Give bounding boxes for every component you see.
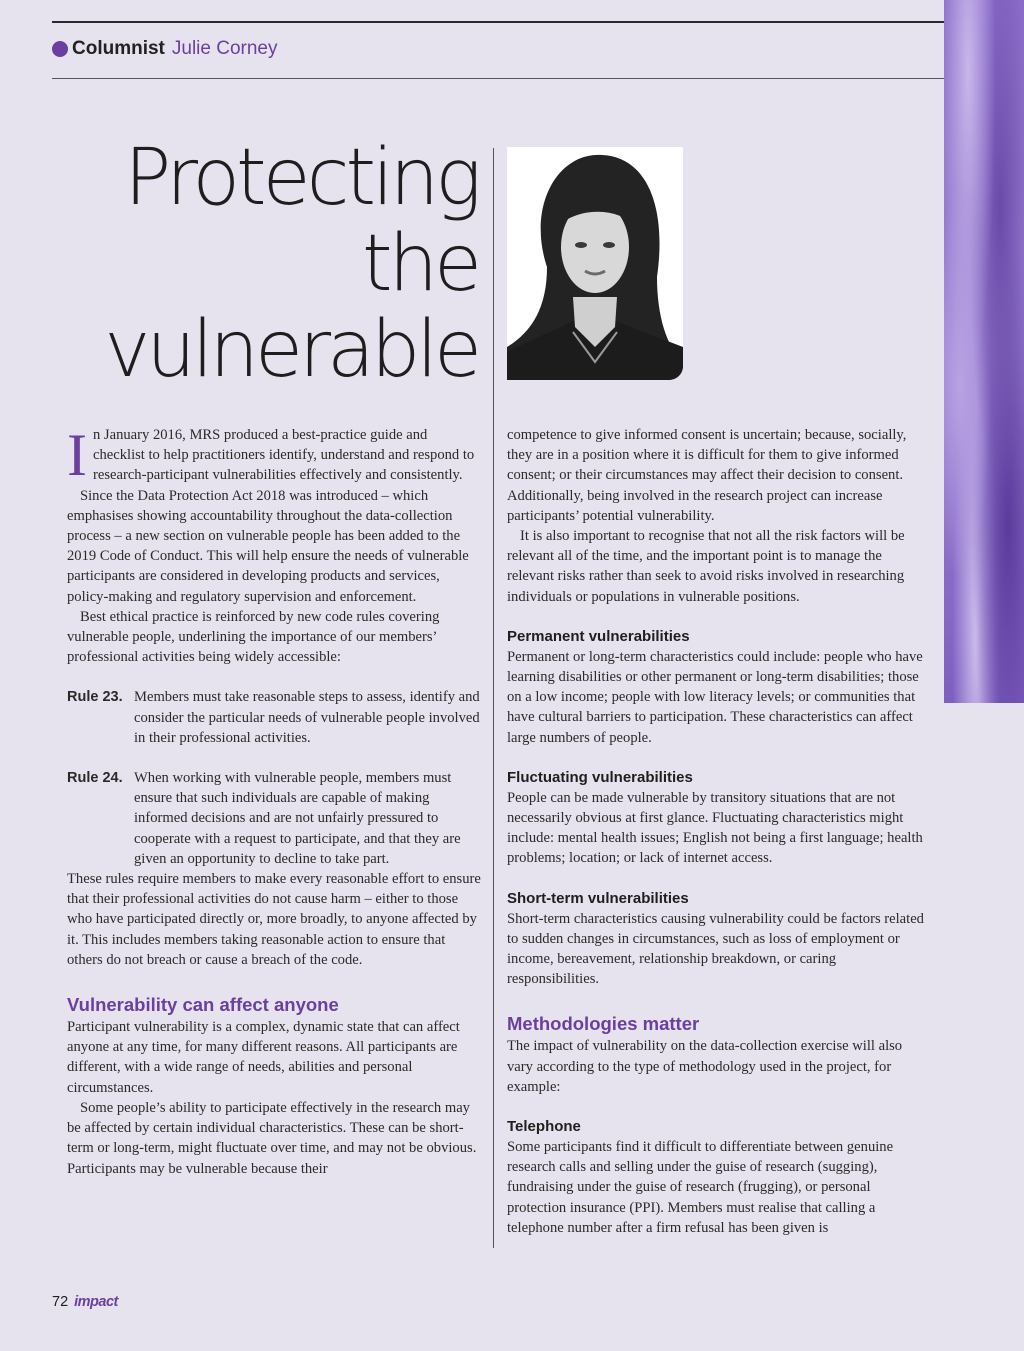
paragraph: competence to give informed consent is uncertain; because, socially, they are in a position where it is difficult for them to give informed consent; or their circumstances may affect their decision to consent. Additionally, being involved in the research project can increase participants’ potential vulnerability. — [507, 427, 907, 524]
page-number: 72 — [52, 1294, 69, 1310]
headline-line-3: vulnerable — [104, 305, 478, 395]
kicker-label: Columnist — [72, 38, 165, 59]
column-kicker — [52, 38, 278, 60]
intro-paragraph — [67, 422, 482, 488]
headline-line-2: the — [361, 219, 478, 309]
intro-text: n January 2016, MRS produced a best-practice guide and checklist to help practitioners identify, understand and respond to research-participant vulnerabilities effectively and consistently. — [92, 427, 475, 484]
author-name: Julie Corney — [171, 38, 278, 59]
author-portrait — [507, 147, 683, 380]
rule-number: Rule 23. — [67, 689, 123, 706]
article-column-right — [507, 425, 925, 1238]
paragraph: Participant vulnerability is a complex, dynamic state that can affect anyone at any time, for many different reasons. All participants are different, with a wide range of needs, abilities and personal circumstances. — [67, 1019, 460, 1096]
subheading: Telephone — [507, 1118, 581, 1136]
paragraph: These rules require members to make every reasonable effort to ensure that their professional activities do not cause harm – either to those who have participated directly or, more broadly, to anyone affected by it. This includes members taking reasonable action to ensure that others do not breach or cause a breach of the code. — [67, 871, 481, 968]
top-rule — [52, 21, 945, 23]
magazine-logo: impact — [74, 1294, 118, 1310]
rule-24 — [67, 768, 482, 869]
portrait-photo-icon — [507, 147, 683, 380]
decorative-purple-strip — [944, 0, 1024, 703]
section-heading: Methodologies matter — [507, 1013, 700, 1035]
subheading: Permanent vulnerabilities — [507, 627, 690, 645]
paragraph: Best ethical practice is reinforced by new code rules covering vulnerable people, underlining the importance of our members’ professional activities being widely accessible: — [67, 608, 440, 666]
rule-number: Rule 24. — [67, 770, 123, 787]
drop-cap: I — [67, 422, 87, 488]
subheading: Fluctuating vulnerabilities — [507, 768, 693, 786]
section-heading: Vulnerability can affect anyone — [67, 994, 339, 1016]
article-headline — [40, 135, 478, 393]
paragraph: People can be made vulnerable by transitory situations that are not necessarily obvious at first glance. Fluctuating characteristics might include: mental health issues; English not being a first language; health problems; location; or lack of internet access. — [507, 789, 923, 867]
rule-text: Members must take reasonable steps to assess, identify and consider the particular needs of vulnerable people involved in their professional activities. — [134, 689, 480, 746]
article-column-left — [67, 422, 482, 1179]
paragraph: Permanent or long-term characteristics could include: people who have learning disabilities or other permanent or long-term disabilities; those on a low income; people with low literacy levels; or communities that have cultural barriers to participation. These characteristics can affect large numbers of people. — [507, 648, 923, 746]
subheading: Short-term vulnerabilities — [507, 889, 689, 907]
paragraph: Short-term characteristics causing vulnerability could be factors related to sudden changes in circumstances, such as loss of employment or income, bereavement, relationship breakdown, or caring responsibilities. — [507, 910, 924, 988]
column-divider — [493, 148, 494, 1248]
header-rule — [52, 78, 945, 79]
paragraph: Since the Data Protection Act 2018 was introduced – which emphasises showing accountability throughout the data-collection process – a new section on vulnerable people has been added to the 2019 Code of Conduct. This will help ensure the needs of vulnerable participants are considered in developing products and services, policy-making and regulatory supervision and enforcement. — [67, 487, 469, 605]
paragraph: It is also important to recognise that not all the risk factors will be relevant all of the time, and the important point is to manage the relevant risks rather than seek to avoid risks involved in researching individuals or populations in vulnerable positions. — [507, 528, 905, 605]
headline-line-1: Protecting — [124, 133, 478, 223]
paragraph: Some participants find it difficult to differentiate between genuine research calls and selling under the guise of research (sugging), fundraising under the guise of research (frugging), or personal protection insurance (PPI). Members must realise that calling a telephone number after a firm refusal has been given is — [507, 1139, 894, 1236]
rule-text: When working with vulnerable people, members must ensure that such individuals are capable of making informed decisions and are not unfairly pressured to cooperate with a request to participate, and that they are given an opportunity to decline to take part. — [134, 770, 461, 867]
paragraph: The impact of vulnerability on the data-collection exercise will also vary according to the type of methodology used in the project, for example: — [507, 1038, 903, 1095]
bullet-dot-icon — [52, 41, 68, 57]
rule-23 — [67, 687, 482, 748]
page-footer — [52, 1294, 118, 1310]
paragraph: Some people’s ability to participate effectively in the research may be affected by certain individual characteristics. These can be short-term or long-term, might fluctuate over time, and may not be obvious. Participants may be vulnerable because their — [67, 1099, 477, 1177]
